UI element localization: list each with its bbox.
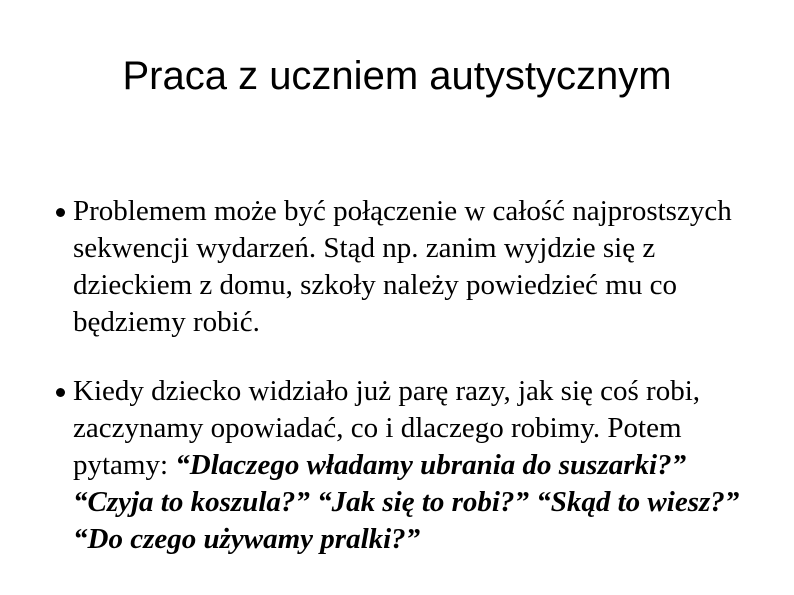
bullet-icon	[56, 388, 65, 397]
question-text: “Czyja to koszula?”	[73, 486, 310, 518]
slide-title: Praca z uczniem autystycznym	[122, 54, 672, 98]
question-text: “Do czego używamy pralki?”	[73, 523, 421, 555]
question-text: “Skąd to wiesz?”	[536, 486, 740, 518]
bullet-item	[56, 373, 756, 558]
bullet-icon	[56, 208, 65, 217]
bullet-text	[73, 373, 753, 558]
question-text: “Dlaczego władamy ubrania do suszarki?”	[175, 449, 687, 481]
bullet-text: Problemem może być połączenie w całość najprostszych sekwencji wydarzeń. Stąd np. zanim wyjdzie się z dzieckiem z domu, szkoły należy powiedzieć mu co będziemy robić.	[73, 195, 732, 338]
bullet-text-plain: Kiedy dziecko widziało już parę razy, jak się coś robi, zaczynamy opowiadać, co i dlaczego robimy. Potem pytamy:	[73, 375, 701, 481]
question-text: “Jak się to robi?”	[317, 486, 529, 518]
bullet-item	[56, 193, 756, 341]
